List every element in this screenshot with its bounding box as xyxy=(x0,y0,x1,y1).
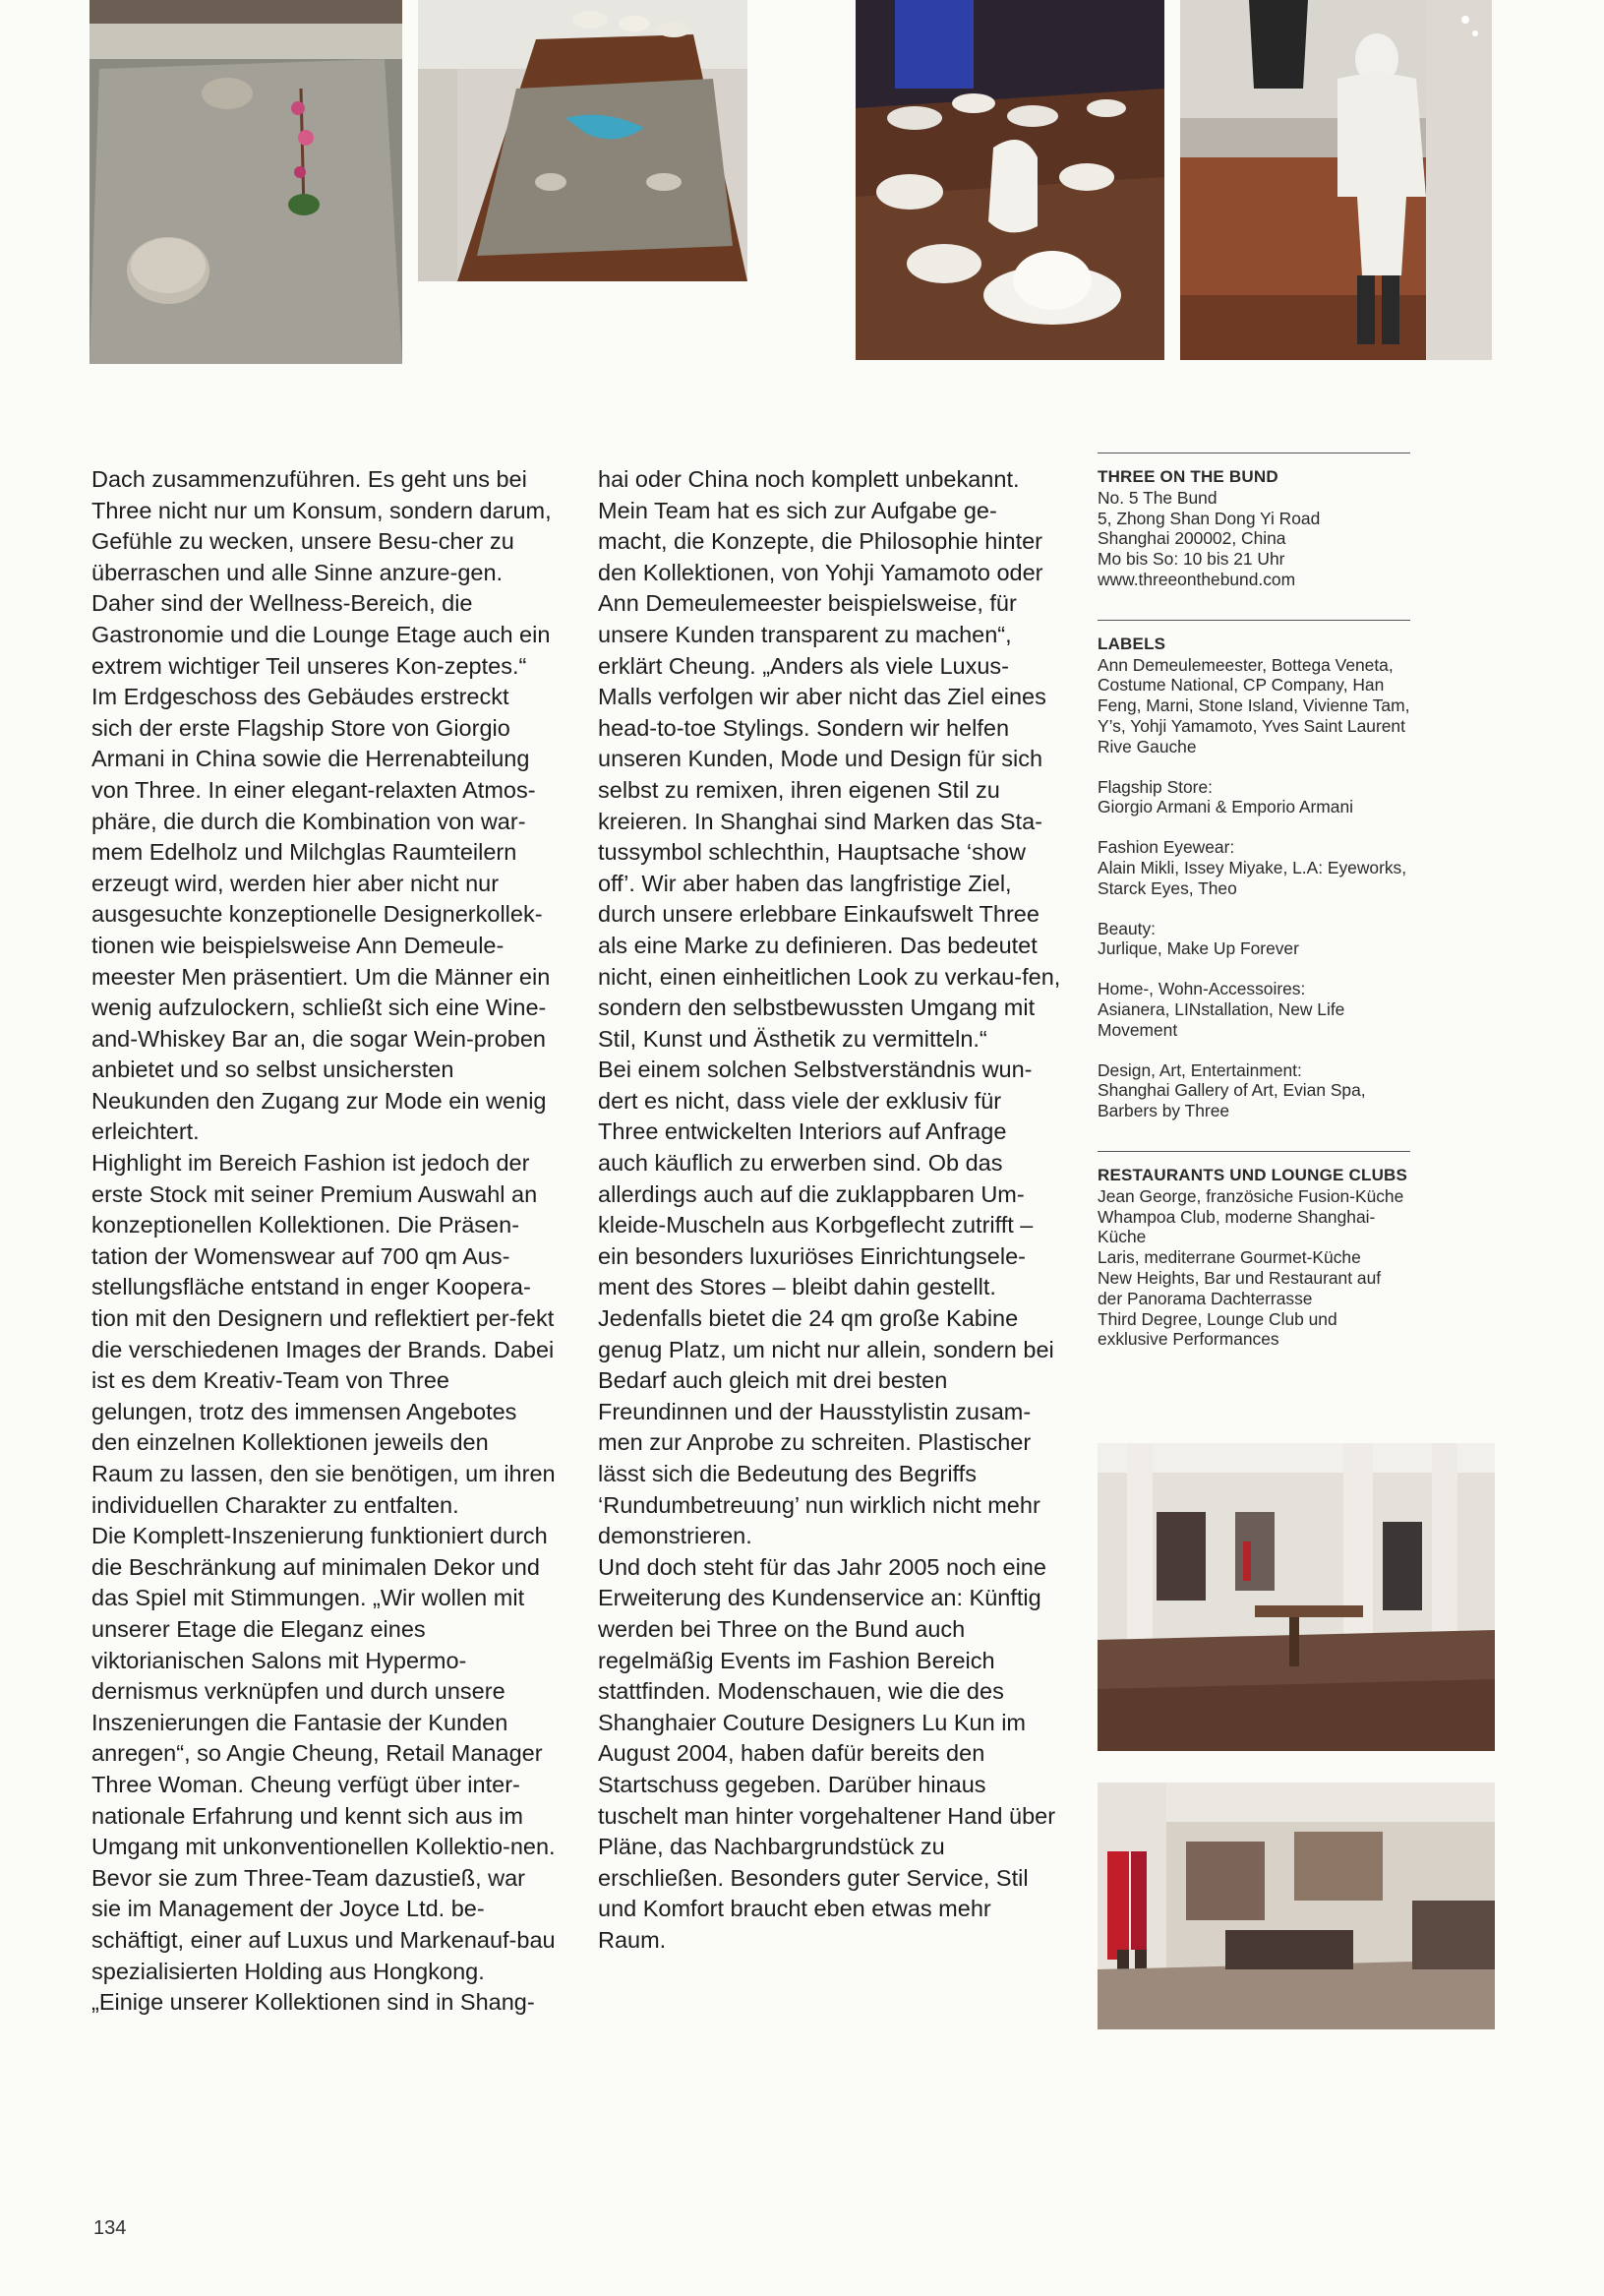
paragraph: Highlight im Bereich Fashion ist jedoch der erste Stock mit seiner Premium Auswahl an konzeptionellen Kollektionen. Die Präsen-tation der Womenswear auf 700 qm Aus-stellungsfläche entstand in enger Koopera-tion mit den Designern und reflektiert per-fekt die verschiedenen Images der Brands. Dabei ist es dem Kreativ-Team von Three gelungen, trotz des immensen Angebotes den einzelnen Kollektionen jeweils den Raum zu lassen, den sie benötigen, um ihren individuellen Charakter zu entfalten. xyxy=(91,1150,556,1518)
label-group-text: Shanghai Gallery of Art, Evian Spa, Barbers by Three xyxy=(1098,1080,1366,1121)
website-link[interactable]: www.threeonthebund.com xyxy=(1098,569,1296,589)
address-heading: THREE ON THE BUND xyxy=(1098,467,1278,486)
label-group xyxy=(1098,979,1410,1040)
paragraph: Die Komplett-Inszenierung funktioniert durch die Beschränkung auf minimalen Dekor und das Spiel mit Stimmungen. „Wir wollen mit unserer Etage die Eleganz eines viktorianischen Salons mit Hypermo-dernismus verknüpfen und durch unsere Inszenierungen die Fantasie der Kunden anregen“, so Angie Cheung, Retail Manager Three Woman. Cheung verfügt über inter-nationale Erfahrung und kennt sich aus im Umgang mit unkonventionellen Kollektio-nen. Bevor sie zum Three-Team dazustieß, war sie im Management der Joyce Ltd. be-schäftigt, einer auf Luxus und Markenauf-bau spezialisierten Holding aus Hongkong. „Einige unserer Kollektionen sind in Shang- xyxy=(91,1523,556,2016)
label-group-title: Fashion Eyewear: xyxy=(1098,837,1235,858)
divider xyxy=(1098,1151,1410,1152)
restaurant-line: Jean George, französiche Fusion-Küche xyxy=(1098,1185,1404,1206)
restaurant-line: Third Degree, Lounge Club und exklusive Performances xyxy=(1098,1308,1337,1350)
page-number: 134 xyxy=(93,2217,127,2239)
label-group-text: Alain Mikli, Issey Miyake, L.A: Eyeworks, Starck Eyes, Theo xyxy=(1098,857,1407,898)
photo-wooden-table-bowls xyxy=(418,0,747,281)
article-column-2 xyxy=(598,464,1062,1957)
photo-store-interior-1 xyxy=(1098,1443,1495,1751)
photo-stone-table-flowers xyxy=(89,0,402,364)
label-group xyxy=(1098,777,1410,818)
restaurant-line: Laris, mediterrane Gourmet-Küche xyxy=(1098,1247,1361,1268)
address-line: 5, Zhong Shan Dong Yi Road xyxy=(1098,508,1321,528)
opening-hours: Mo bis So: 10 bis 21 Uhr xyxy=(1098,549,1285,570)
label-group-text: Asianera, LINstallation, New Life Movement xyxy=(1098,998,1345,1040)
paragraph: hai oder China noch komplett unbekannt. Mein Team hat es sich zur Aufgabe ge-macht, die Konzepte, die Philosophie hinter den Kollektionen, von Yohji Yamamoto oder Ann Demeulemeester beispielsweise, für unsere Kunden transparent zu machen“, erklärt Cheung. „Anders als viele Luxus-Malls verfolgen wir aber nicht das Ziel eines head-to-toe Stylings. Sondern wir helfen unseren Kunden, Mode und Design für sich selbst zu remixen, ihren eigenen Stil zu kreieren. In Shanghai sind Marken das Sta-tussymbol schlechthin, Hauptsache ‘show off’. Wir aber haben das langfristige Ziel, durch unsere erlebbare Einkaufswelt Three als eine Marke zu definieren. Das bedeutet nicht, einen einheitlichen Look zu verkau-fen, sondern den selbstbewussten Umgang mit Stil, Kunst und Ästhetik zu vermitteln.“ xyxy=(598,466,1061,1052)
label-group-text: Jurlique, Make Up Forever xyxy=(1098,938,1299,959)
info-sidebar xyxy=(1098,453,1410,1369)
label-group-title: Beauty: xyxy=(1098,918,1156,938)
labels-intro: Ann Demeulemeester, Bottega Veneta, Costume National, CP Company, Han Feng, Marni, Stone Island, Vivienne Tam, Y’s, Yohji Yamamoto, Yves Saint Laurent Rive Gauche xyxy=(1098,654,1410,756)
label-group xyxy=(1098,837,1410,898)
paragraph: Dach zusammenzuführen. Es geht uns bei Three nicht nur um Konsum, sondern darum, Gefühle zu wecken, unsere Besu-cher zu überraschen und alle Sinne anzure-gen. Daher sind der Wellness-Bereich, die Gastronomie und die Lounge Etage auch ein extrem wichtiger Teil unseres Kon-zeptes.“ xyxy=(91,466,552,679)
restaurant-line: New Heights, Bar und Restaurant auf der Panorama Dachterrasse xyxy=(1098,1267,1382,1308)
labels-block xyxy=(1098,634,1410,1121)
address-line: Shanghai 200002, China xyxy=(1098,528,1286,549)
restaurant-line: Whampoa Club, moderne Shanghai-Küche xyxy=(1098,1206,1376,1247)
restaurants-block xyxy=(1098,1166,1410,1350)
address-line: No. 5 The Bund xyxy=(1098,487,1218,508)
label-group-title: Flagship Store: xyxy=(1098,776,1213,797)
paragraph: Und doch steht für das Jahr 2005 noch eine Erweiterung des Kundenservice an: Künftig werden bei Three on the Bund auch regelmäßig Events im Fashion Bereich stattfinden. Modenschauen, wie die des Shanghaier Couture Designers Lu Kun im August 2004, haben dafür bereits den Startschuss gegeben. Darüber hinaus tuschelt man hinter vorgehaltener Hand über Pläne, das Nachbargrundstück zu erschließen. Besonders guter Service, Stil und Komfort braucht eben etwas mehr Raum. xyxy=(598,1553,1056,1953)
divider xyxy=(1098,620,1410,621)
address-block xyxy=(1098,467,1410,590)
photo-tea-cups xyxy=(856,0,1164,360)
label-group xyxy=(1098,1060,1410,1121)
label-group-text: Giorgio Armani & Emporio Armani xyxy=(1098,797,1353,817)
label-group-title: Design, Art, Entertainment: xyxy=(1098,1059,1302,1080)
restaurants-heading: RESTAURANTS UND LOUNGE CLUBS xyxy=(1098,1165,1408,1184)
label-group-title: Home-, Wohn-Accessoires: xyxy=(1098,979,1306,999)
article-column-1 xyxy=(91,464,556,2019)
paragraph: Bei einem solchen Selbstverständnis wun-dert es nicht, dass viele der exklusiv für Three entwickelten Interiors auf Anfrage auch käuflich zu erwerben sind. Ob das allerdings auch auf die zuklappbaren Um-kleide-Muscheln aus Korbgeflecht zutrifft – ein besonders luxuriöses Einrichtungsele-ment des Stores – bleibt dahin gestellt. Jedenfalls bietet die 24 qm große Kabine genug Platz, um nicht nur allein, sondern bei Bedarf auch gleich mit drei besten Freundinnen und der Hausstylistin zusam-men zur Anprobe zu schreiten. Plastischer lässt sich die Bedeutung des Begriffs ‘Rundumbetreuung’ nun wirklich nicht mehr demonstrieren. xyxy=(598,1057,1054,1549)
label-group xyxy=(1098,919,1410,960)
labels-heading: LABELS xyxy=(1098,634,1166,653)
paragraph: Im Erdgeschoss des Gebäudes erstreckt sich der erste Flagship Store von Giorgio Armani in China sowie die Herrenabteilung von Three. In einer elegant-relaxten Atmos-phäre, die durch die Kombination von war-mem Edelholz und Milchglas Raumteilern erzeugt wird, werden hier aber nicht nur ausgesuchte konzeptionelle Designerkollek-tionen wie beispielsweise Ann Demeule-meester Men präsentiert. Um die Männer ein wenig aufzulockern, schließt sich eine Wine-and-Whiskey Bar an, die sogar Wein-proben anbietet und so selbst unsichersten Neukunden den Zugang zur Mode ein wenig erleichtert. xyxy=(91,684,551,1145)
photo-store-interior-2 xyxy=(1098,1782,1495,2029)
photo-mannequin xyxy=(1180,0,1492,360)
